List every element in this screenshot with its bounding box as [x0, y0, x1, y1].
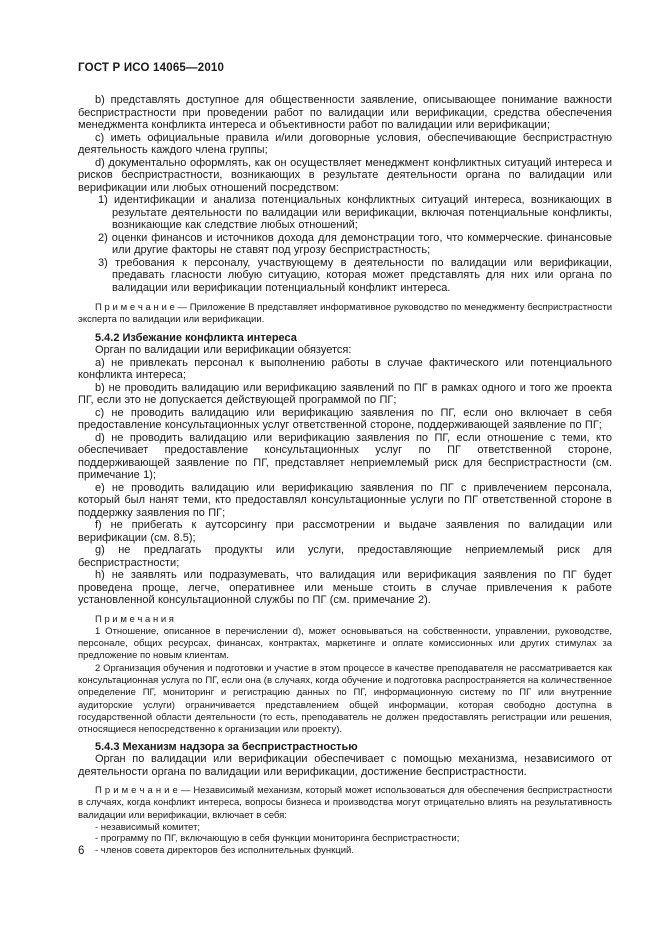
list-item-542-e: e) не проводить валидацию или верификацию заявления по ПГ с привлечением персонала, который был нанят теми, кто предоставлял консультационные услуги по ПГ ответственной стороне в поддержку заявления по ПГ; — [78, 481, 612, 519]
doc-header: ГОСТ Р ИСО 14065—2010 — [78, 62, 225, 74]
list-item-542-c: c) не проводить валидацию или верификацию заявления по ПГ, если оно включает в себя предоставление консультационных услуг ответственной стороне, поддерживающей заявление по ПГ; — [78, 406, 612, 432]
sub-list-item-2: 2) оценки финансов и источников дохода для демонстрации того, что коммерческие. финансовые или другие факторы не ставят под угрозу беспристрастность; — [98, 231, 612, 256]
note-appendix-b: П р и м е ч а н и е — Приложение В представляет информативное руководство по менеджменту беспристрастности эксперта по валидации или верификации. — [78, 302, 612, 326]
note-2: 2 Организация обучения и подготовки и участие в этом процессе в качестве преподавателя не рассматривается как консультационная услуга по ПГ, если она (в случаях, когда обучение и подготовка распространяется на количественное определение ПГ, мониторинг и регистрацию данных по ПГ, информационную систему по ПГ или внутренние аудиторские услуги) ограничивается представлением общей информации, которая свободно доступна в государственной области деятельности (то есть, преподаватель не должен предоставлять регистрации или решения, относящиеся непосредственно к организации или проекту). — [78, 662, 612, 736]
list-item-542-b: b) не проводить валидацию или верификацию заявлений по ПГ в рамках одного и того же проекта ПГ, если это не допускается действующей программой по ПГ; — [78, 381, 612, 407]
notes-title: П р и м е ч а н и я — [95, 613, 174, 625]
list-item-d: d) документально оформлять, как он осуществляет менеджмент конфликтных ситуаций интереса и рисков беспристрастности, возникающих в результате деятельности органа по валидации или верификации или любых отношений посредством: — [78, 156, 612, 194]
note-1: 1 Отношение, описанное в перечислении d), может основываться на собственности, управлении, руководстве, персонале, общих ресурсах, финансах, контрактах, маркетинге и оплате комиссионных или других стимулах за предложение по новым клиентам. — [78, 625, 612, 662]
note-mechanism-item-3: - членов совета директоров без исполнительных функций. — [95, 844, 354, 856]
list-item-542-a: a) не привлекать персонал к выполнению работы в случае фактического или потенциального конфликта интереса; — [78, 356, 612, 382]
page-number: 6 — [78, 845, 85, 857]
section-543-title: 5.4.3 Механизм надзора за беспристрастностью — [95, 740, 358, 753]
note-mechanism-item-2: - программу по ПГ, включающую в себя функции мониторинга беспристрастности; — [95, 833, 460, 845]
sub-list-item-3: 3) требования к персоналу, участвующему в деятельности по валидации или верификации, предавать гласности любую ситуацию, которая может представлять для них или органа по валидации или верификации потенциальный конфликт интереса. — [98, 256, 612, 294]
list-item-542-h: h) не заявлять или подразумевать, что валидация или верификация заявления по ПГ будет проведена проще, легче, оперативнее или меньше стоить в случае привлечения к работе установленной консультационной службы по ПГ (см. примечание 2). — [78, 569, 612, 607]
section-542-intro: Орган по валидации или верификации обязуется: — [95, 344, 352, 357]
list-item-542-g: g) не предлагать продукты или услуги, предоставляющие неприемлемый риск для беспристрастности; — [78, 544, 612, 569]
page-content — [78, 62, 612, 856]
note-mechanism-item-1: - независимый комитет; — [95, 821, 201, 833]
list-item-542-f: f) не прибегать к аутсорсингу при рассмотрении и выдаче заявления по валидации или верификации (см. 8.5); — [78, 519, 612, 544]
section-543-body: Орган по валидации или верификации обеспечивает с помощью механизма, независимого от деятельности органа по валидации или верификации, достижение беспристрастности. — [78, 753, 612, 778]
list-item-542-d: d) не проводить валидацию или верификацию заявления по ПГ, если отношение с теми, кто обеспечивает предоставление консультационных услуг по ПГ ответственной стороне, поддерживающей заявление по ПГ, представляет неприемлемый риск для беспристрастности (см. примечание 1); — [78, 431, 612, 482]
note-mechanism: П р и м е ч а н и е — Независимый механизм, который может использоваться для обеспечения беспристрастности в случаях, когда конфликт интереса, вопросы бизнеса и производства могут отрицательно влиять на результативность валидации или верификации, включает в себя: — [78, 785, 612, 821]
list-item-c: c) иметь официальные правила и/или договорные условия, обеспечивающие беспристрастную деятельность каждого члена группы; — [78, 131, 612, 156]
sub-list-item-1: 1) идентификации и анализа потенциальных конфликтных ситуаций интереса, возникающих в результате деятельности по валидации или верификации, включая потенциальные конфликты, возникающие как следствие любых отношений; — [98, 194, 612, 231]
list-item-b: b) представлять доступное для общественности заявление, описывающее понимание важности беспристрастности при проведении работ по валидации или верификации, средства обеспечения менеджмента конфликта интереса и объективности работ по валидации или верификации; — [78, 94, 612, 131]
section-542-title: 5.4.2 Избежание конфликта интереса — [95, 331, 297, 344]
